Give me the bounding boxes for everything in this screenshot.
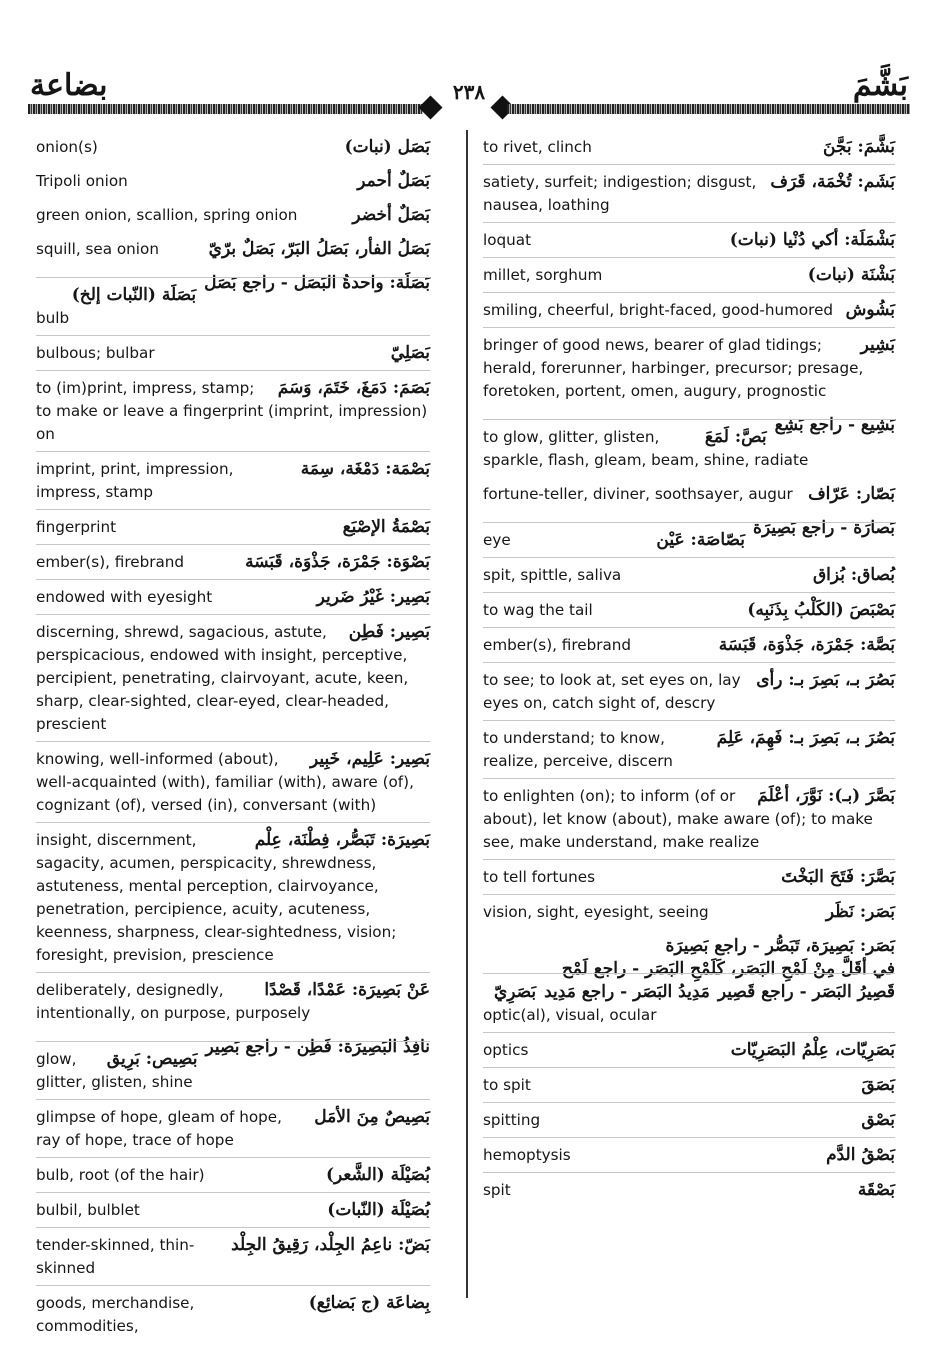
dictionary-entry <box>483 327 895 408</box>
arabic-headword: بَشْنَة (نبات) <box>807 265 895 285</box>
dictionary-entry <box>483 894 895 929</box>
arabic-headword: مَدِيدُ البَصَر - راجع مَدِيد <box>544 982 710 1002</box>
arabic-headword: بُصَيْلَة (النّبات) <box>327 1200 430 1220</box>
arabic-headword: بَصَرِيّات، عِلْمُ البَصَرِيّات <box>730 1040 895 1060</box>
dictionary-entry <box>36 822 430 972</box>
english-definition: fortune-teller, diviner, soothsayer, augur <box>483 485 793 503</box>
arabic-headword: بَصِيص: بَرِيق <box>106 1049 198 1069</box>
arabic-headword: بَصَّة: جَمْرَة، جَذْوَة، قَبَسَة <box>718 635 895 655</box>
arabic-headword: بَصَلَة: واحدةُ البَصَل - راجع بَصَل <box>204 273 430 293</box>
english-definition: discerning, shrewd, sagacious, astute, perspicacious, endowed with insight, perceptive, percipient, penetrating, clairvoyant, acute, keen, sharp, clear-sighted, clear-eyed, clear-headed, prescient <box>36 623 409 733</box>
dictionary-entry <box>483 859 895 894</box>
dictionary-entry <box>483 130 895 164</box>
arabic-headword: بَصَر: بَصِيرَة، تَبَصُّر - راجع بَصِيرَة <box>665 936 895 956</box>
arabic-headword: بَصِيرَة: تَبَصُّر، فِطْنَة، عِلْم <box>254 830 430 850</box>
arabic-headword: في أقَلَّ مِنْ لَمْحِ البَصَر، كَلَمْحِ البَصَر - راجع لَمْح <box>561 959 895 979</box>
dictionary-entry <box>483 662 895 720</box>
arabic-headword: بَصْقُ الدَّم <box>826 1145 895 1165</box>
arabic-headword: بَصْق <box>861 1110 895 1130</box>
dictionary-entry <box>483 477 895 511</box>
english-definition: squill, sea onion <box>36 240 159 258</box>
arabic-headword: بَصِير: عَلِيم، خَبِير <box>310 749 430 769</box>
arabic-headword: بَشُوش <box>845 300 895 320</box>
dictionary-entry <box>483 222 895 257</box>
english-definition: to understand; to know, realize, perceive, discern <box>483 729 673 770</box>
dictionary-entry <box>36 1192 430 1227</box>
arabic-headword: بَشِيع - راجع بَشِع <box>774 415 895 435</box>
dictionary-entry <box>36 614 430 741</box>
header-rule-left <box>28 104 423 114</box>
column-divider <box>466 130 468 1298</box>
english-definition: tender-skinned, thin-skinned <box>36 1236 195 1277</box>
english-definition: spit <box>483 1181 511 1199</box>
english-definition: Tripoli onion <box>36 172 128 190</box>
english-definition: eye <box>483 531 511 549</box>
dictionary-entry <box>483 292 895 327</box>
arabic-headword: بَصَلَة (النّبات إلخ) <box>71 285 197 305</box>
arabic-headword: بَصّار: عَرّاف <box>808 484 895 504</box>
english-definition: glimpse of hope, gleam of hope, ray of hope, trace of hope <box>36 1108 282 1149</box>
page-number: ٢٣٨ <box>452 80 486 104</box>
english-definition: deliberately, designedly, intentionally, on purpose, purposely <box>36 981 311 1022</box>
english-definition: to spit <box>483 1076 531 1094</box>
arabic-headword: بَصَرِيّ <box>493 982 537 1002</box>
dictionary-entry <box>36 509 430 544</box>
header-rule-right <box>507 104 910 114</box>
english-definition: bulb, root (of the hair) <box>36 1166 205 1184</box>
english-definition: bringer of good news, bearer of glad tidings; herald, forerunner, harbinger, precursor; presage, foretoken, portent, omen, augury, prognostic <box>483 336 864 400</box>
dictionary-entry <box>483 1137 895 1172</box>
arabic-headword: بَصَلِيّ <box>390 343 430 363</box>
english-definition: endowed with eyesight <box>36 588 213 606</box>
dictionary-entry <box>483 973 895 1032</box>
dictionary-entry <box>483 1172 895 1207</box>
dictionary-entry <box>483 408 895 435</box>
dictionary-entry <box>483 557 895 592</box>
dictionary-entry <box>36 579 430 614</box>
arabic-headword: بَصَر: نَظَر <box>825 902 895 922</box>
english-definition: loquat <box>483 231 532 249</box>
english-definition: green onion, scallion, spring onion <box>36 206 298 224</box>
arabic-headword: بَصَلُ الفأر، بَصَلُ البَرّ، بَصَلٌ برّيّ <box>208 239 430 259</box>
english-definition: fingerprint <box>36 518 117 536</box>
english-definition: to wag the tail <box>483 601 593 619</box>
dictionary-entry <box>36 130 430 164</box>
arabic-headword: بَصَّرَ: فَتَحَ البَخْتَ <box>781 867 895 887</box>
english-definition: to tell fortunes <box>483 868 595 886</box>
dictionary-entry <box>36 277 430 335</box>
dictionary-entry <box>483 720 895 778</box>
english-definition: onion(s) <box>36 138 98 156</box>
dictionary-entry <box>36 1157 430 1192</box>
arabic-headword: بَصِيصٌ مِنَ الأمَل <box>314 1107 430 1127</box>
arabic-headword: بَضّ: ناعِمُ الجِلْد، رَقِيقُ الجِلْد <box>231 1235 430 1255</box>
dictionary-entry <box>36 266 430 293</box>
english-definition: optic(al), visual, ocular <box>483 1006 657 1024</box>
english-definition: bulbil, bulblet <box>36 1201 140 1219</box>
dictionary-entry <box>483 1102 895 1137</box>
arabic-headword: بَصْوَة: جَمْرَة، جَذْوَة، قَبَسَة <box>245 552 430 572</box>
dictionary-entry <box>483 627 895 662</box>
arabic-headword: بُصَيْلَة (الشَّعر) <box>325 1165 430 1185</box>
arabic-headword: بَصْمَةُ الإصْبَع <box>342 517 430 537</box>
right-column <box>483 130 895 1207</box>
arabic-headword: بَشِير <box>860 335 895 355</box>
english-definition: to glow, glitter, glisten, sparkle, flash, gleam, beam, shine, radiate <box>483 428 809 469</box>
dictionary-entry <box>36 972 430 1030</box>
english-definition: optics <box>483 1041 529 1059</box>
dictionary-entry <box>36 1285 430 1343</box>
dictionary-entry <box>483 929 895 956</box>
arabic-headword: بَشْمَلَة: أكي دُنْيا (نبات) <box>729 230 895 250</box>
dictionary-entry <box>483 257 895 292</box>
arabic-headword: بَصْبَصَ (الكَلْبُ بِذَنَبِه) <box>747 600 895 620</box>
header-guide-word-left: بضاعة <box>30 68 108 103</box>
arabic-headword: بَصَلٌ أخضر <box>352 205 430 225</box>
arabic-headword: بَصَمَ: دَمَغَ، خَتَمَ، وَسَمَ <box>277 378 430 398</box>
english-definition: smiling, cheerful, bright-faced, good-humored <box>483 301 834 319</box>
arabic-headword: بَشَّمَ: بَجَّنَ <box>822 137 895 157</box>
dictionary-entry <box>483 592 895 627</box>
english-definition: glow, glitter, glisten, shine <box>36 1050 193 1091</box>
dictionary-entry <box>36 370 430 451</box>
dictionary-entry <box>36 1030 430 1057</box>
dictionary-entry <box>36 1041 430 1099</box>
english-definition: vision, sight, eyesight, seeing <box>483 903 709 921</box>
dictionary-entry <box>36 451 430 509</box>
header-guide-word-right: بَشَّمَ <box>852 68 908 103</box>
english-definition: satiety, surfeit; indigestion; disgust, nausea, loathing <box>483 173 757 214</box>
english-definition: ember(s), firebrand <box>36 553 185 571</box>
english-definition: ember(s), firebrand <box>483 636 632 654</box>
english-definition: to see; to look at, set eyes on, lay eyes on, catch sight of, descry <box>483 671 741 712</box>
english-definition: spit, spittle, saliva <box>483 566 622 584</box>
english-definition: to rivet, clinch <box>483 138 592 156</box>
left-column <box>36 130 430 1343</box>
arabic-headword: بَصَل (نبات) <box>344 137 430 157</box>
dictionary-entry <box>483 511 895 538</box>
arabic-headword: بَصَلٌ أحمر <box>357 171 430 191</box>
dictionary-entry <box>483 522 895 557</box>
english-definition: imprint, print, impression, impress, stamp <box>36 460 234 501</box>
arabic-headword: عَنْ بَصِيرَة: عَمْدًا، قَصْدًا <box>264 980 430 1000</box>
arabic-headword: بَصِير: فَطِن <box>348 622 430 642</box>
dictionary-entry <box>36 1227 430 1285</box>
arabic-headword: بُصاق: بُزاق <box>812 565 895 585</box>
dictionary-entry <box>36 544 430 579</box>
arabic-headword: بَصارَة - راجع بَصِيرَة <box>753 518 895 538</box>
arabic-headword: نافِذُ البَصِيرَة: فَطِن - راجع بَصِير <box>205 1037 430 1057</box>
arabic-headword: بَصَقَ <box>861 1075 895 1095</box>
dictionary-entry <box>483 164 895 222</box>
english-definition: insight, discernment, sagacity, acumen, perspicacity, shrewdness, astuteness, mental perception, clairvoyance, penetration, percipience, acuity, acuteness, keenness, sharpness, clear-sightedness, vision; foresight, prevision, prescience <box>36 831 397 964</box>
arabic-headword: بَصَّ: لَمَعَ <box>704 427 767 447</box>
arabic-headword: بَصُرَ بـ، بَصِرَ بـ: رأى <box>756 670 895 690</box>
arabic-headword: بَصَّرَ (بـ): نَوَّرَ، أعْلَمَ <box>757 786 895 806</box>
arabic-headword: بَشَم: تُخْمَة، قَرَف <box>770 172 895 192</box>
dictionary-entry <box>483 419 895 477</box>
dictionary-entry <box>36 164 430 198</box>
dictionary-entry <box>36 335 430 370</box>
dictionary-entry <box>36 232 430 266</box>
arabic-headword: بَصْقَة <box>857 1180 895 1200</box>
dictionary-entry <box>483 1067 895 1102</box>
dictionary-entry <box>483 778 895 859</box>
dictionary-entry <box>36 1099 430 1157</box>
english-definition: to enlighten (on); to inform (of or about), let know (about), make aware (of); to make see, make understand, make realize <box>483 787 873 851</box>
arabic-headword: بَصْمَة: دَمْغَة، سِمَة <box>300 459 430 479</box>
english-definition: spitting <box>483 1111 541 1129</box>
arabic-headword: بَصِير: غَيْرُ ضَرير <box>316 587 430 607</box>
dictionary-entry <box>36 741 430 822</box>
dictionary-entry <box>483 940 895 979</box>
english-definition: knowing, well-informed (about), well-acquainted (with), familiar (with), aware (of), cognizant (of), versed (in), conversant (with) <box>36 750 414 814</box>
english-definition: to (im)print, impress, stamp; to make or leave a fingerprint (imprint, impression) on <box>36 379 428 443</box>
arabic-headword: بِضاعَة (ج بَضائِع) <box>308 1293 430 1313</box>
english-definition: hemoptysis <box>483 1146 571 1164</box>
english-definition: bulbous; bulbar <box>36 344 155 362</box>
arabic-headword: قَصِيرُ البَصَر - راجع قَصِير <box>717 982 895 1002</box>
dictionary-entry <box>36 198 430 232</box>
arabic-headword: بَصُرَ بـ، بَصِرَ بـ: فَهِمَ، عَلِمَ <box>716 728 895 748</box>
english-definition: bulb <box>36 309 70 327</box>
arabic-headword: بَصّاصَة: عَيْن <box>656 530 746 550</box>
english-definition: goods, merchandise, commodities, <box>36 1294 195 1335</box>
english-definition: millet, sorghum <box>483 266 603 284</box>
dictionary-entry <box>483 1032 895 1067</box>
